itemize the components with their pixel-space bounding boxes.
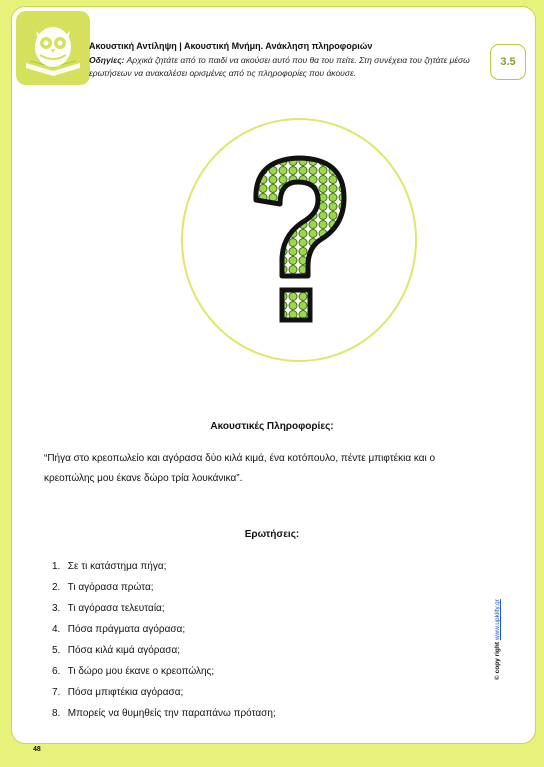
question-mark-icon [228,148,368,338]
copyright-label: © copy right [494,641,501,680]
copyright-notice [494,599,501,680]
page-number: 48 [33,746,41,753]
questions-list [52,556,276,724]
question-number: 8. [52,708,61,719]
question-number: 2. [52,582,61,593]
copyright-link[interactable]: www.upkilty.gr [494,599,501,641]
owl-logo-icon [16,11,90,85]
instructions-text: Αρχικά ζητάτε από το παιδί να ακούσει αυτό που θα του πείτε. Στη συνέχεια του ζητάτε μέσω ερωτήσεων να ανακαλέσει ορισμένες από τις πληροφορίες που άκουσε. [89,55,470,78]
question-item [52,598,276,619]
question-text: Σε τι κατάστημα πήγα; [67,561,167,572]
question-text: Πόσα μπιφτέκια αγόρασα; [67,687,184,698]
question-number: 1. [52,561,61,572]
question-item [52,619,276,640]
question-text: Πόσα πράγματα αγόρασα; [67,624,186,635]
question-number: 4. [52,624,61,635]
questions-heading: Ερωτήσεις: [244,529,300,540]
question-text: Τι αγόρασα πρώτα; [67,582,154,593]
question-number: 7. [52,687,61,698]
question-number: 6. [52,666,61,677]
question-number: 5. [52,645,61,656]
question-item [52,682,276,703]
question-item [52,577,276,598]
question-text: Τι δώρο μου έκανε ο κρεοπώλης; [67,666,215,677]
info-heading: Ακουστικές Πληροφορίες: [210,421,334,432]
instructions-label: Οδηγίες: [89,55,125,65]
question-text: Τι αγόρασα τελευταία; [67,603,165,614]
question-item [52,661,276,682]
info-text: “Πήγα στο κρεοπωλείο και αγόρασα δύο κιλά κιμά, ένα κοτόπουλο, πέντε μπιφτέκια και ο κρεοπώλης μου έκανε δώρο τρία λουκάνικα”. [44,453,436,484]
page-title: Ακουστική Αντίληψη | Ακουστική Μνήμη. Ανάκληση πληροφοριών [89,41,373,51]
question-item [52,556,276,577]
instructions [89,54,499,80]
question-text: Μπορείς να θυμηθείς την παραπάνω πρόταση; [67,708,276,719]
question-item [52,703,276,724]
exercise-number-badge: 3.5 [490,44,526,80]
question-mark-circle [181,118,417,362]
question-item [52,640,276,661]
question-number: 3. [52,603,61,614]
question-text: Πόσα κιλά κιμά αγόρασα; [67,645,181,656]
